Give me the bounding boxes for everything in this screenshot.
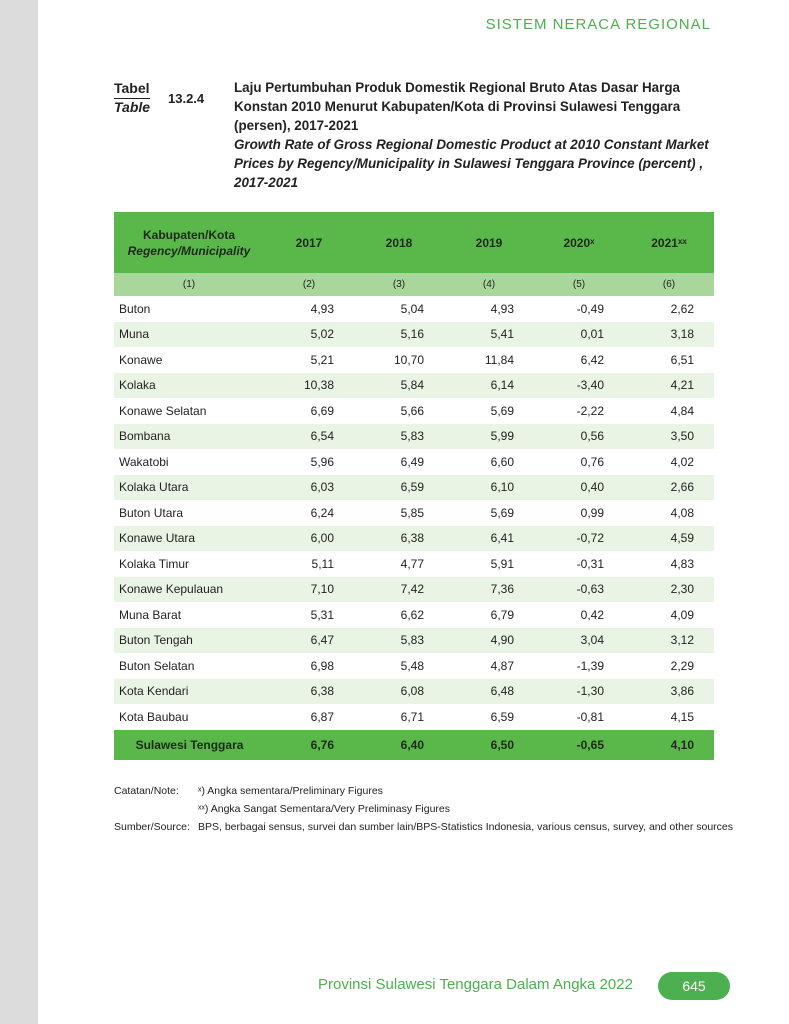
row-value: 5,02	[310, 327, 334, 342]
row-value: 4,59	[670, 531, 694, 546]
row-value: 5,11	[311, 556, 334, 571]
row-region-name: Wakatobi	[119, 454, 169, 469]
table-label	[114, 80, 150, 115]
row-region-name: Muna Barat	[119, 607, 182, 622]
row-value: 4,93	[490, 301, 514, 316]
row-value: 4,87	[490, 658, 514, 673]
row-value: 6,62	[400, 607, 424, 622]
row-value: 5,31	[310, 607, 334, 622]
row-value: 5,04	[400, 301, 424, 316]
document-page	[38, 0, 789, 1024]
column-index: (5)	[572, 279, 586, 290]
row-value: 4,84	[670, 403, 694, 418]
table-title	[234, 78, 714, 192]
row-region-name: Buton	[119, 301, 151, 316]
table-row	[114, 424, 714, 450]
table-row	[114, 296, 714, 322]
row-value: 4,77	[400, 556, 424, 571]
row-region-name: Bombana	[119, 429, 171, 444]
table-number: 13.2.4	[168, 91, 205, 106]
table-title-en: Growth Rate of Gross Regional Domestic Product at 2010 Constant Market Prices by Regency/Municipality in Sulawesi Tenggara Province (percent) , 2017-2021	[234, 137, 709, 190]
column-index: (3)	[392, 279, 406, 290]
row-value: 5,48	[400, 658, 424, 673]
row-value: 6,47	[310, 633, 334, 648]
row-value: 0,76	[580, 454, 604, 469]
row-region-name: Buton Tengah	[119, 633, 193, 648]
row-region-name: Kota Baubau	[119, 709, 189, 724]
row-value: -0,63	[576, 582, 604, 597]
table-row	[114, 577, 714, 603]
table-row	[114, 500, 714, 526]
row-value: -0,81	[576, 709, 604, 724]
row-value: 6,60	[490, 454, 514, 469]
row-value: 6,00	[310, 531, 334, 546]
row-value: 10,38	[303, 378, 334, 393]
row-value: 7,42	[400, 582, 424, 597]
row-value: 10,70	[393, 352, 424, 367]
row-value: -3,40	[576, 378, 604, 393]
table-row	[114, 653, 714, 679]
row-value: 3,50	[670, 429, 694, 444]
row-value: 5,16	[400, 327, 424, 342]
source-text: BPS, berbagai sensus, survei dan sumber lain/BPS-Statistics Indonesia, various census, survey, and other sources	[198, 821, 733, 833]
row-region-name: Muna	[119, 327, 150, 342]
source-label: Sumber/Source:	[114, 821, 190, 833]
row-value: 3,04	[580, 633, 604, 648]
column-index: (2)	[302, 279, 316, 290]
page-number: 645	[658, 972, 730, 1000]
row-region-name: Konawe Kepulauan	[119, 582, 224, 597]
row-value: 6,98	[310, 658, 334, 673]
row-value: 5,69	[490, 403, 514, 418]
note-preliminary: ˣ) Angka sementara/Preliminary Figures	[198, 785, 383, 797]
total-value: 6,40	[400, 737, 424, 752]
row-value: 5,84	[400, 378, 424, 393]
row-value: 7,10	[310, 582, 334, 597]
total-value: -0,65	[576, 737, 604, 752]
row-value: 6,14	[490, 378, 514, 393]
row-value: 4,08	[670, 505, 694, 520]
row-region-name: Kolaka Utara	[119, 480, 189, 495]
table-label-id: Tabel	[114, 80, 150, 96]
header-region	[114, 212, 264, 273]
total-value: 6,76	[310, 737, 334, 752]
row-value: 7,36	[490, 582, 514, 597]
row-value: 6,59	[400, 480, 424, 495]
column-index: (6)	[662, 279, 676, 290]
note-very-preliminary: ˣˣ) Angka Sangat Sementara/Very Preliminasy Figures	[198, 803, 451, 815]
table-title-id: Laju Pertumbuhan Produk Domestik Regional Bruto Atas Dasar Harga Konstan 2010 Menurut Kabupaten/Kota di Provinsi Sulawesi Tenggara (persen), 2017-2021	[234, 80, 681, 133]
header-region-en: Regency/Municipality	[127, 243, 251, 258]
row-region-name: Kolaka	[119, 378, 156, 393]
row-value: 2,62	[670, 301, 694, 316]
row-value: 0,56	[580, 429, 604, 444]
row-value: 2,66	[670, 480, 694, 495]
table-row	[114, 347, 714, 373]
row-value: 0,42	[580, 607, 604, 622]
table-row	[114, 398, 714, 424]
row-value: 6,71	[400, 709, 424, 724]
row-value: 6,79	[490, 607, 514, 622]
row-value: 5,83	[400, 633, 424, 648]
table-label-en: Table	[114, 99, 151, 115]
row-value: 4,02	[670, 454, 694, 469]
table-body	[114, 296, 714, 730]
row-value: 4,90	[490, 633, 514, 648]
row-region-name: Buton Selatan	[119, 658, 195, 673]
table-notes	[114, 782, 733, 836]
row-value: 3,18	[670, 327, 694, 342]
row-value: 6,03	[310, 480, 334, 495]
row-value: 6,10	[490, 480, 514, 495]
row-value: 6,38	[310, 684, 334, 699]
table-row	[114, 628, 714, 654]
row-value: 0,40	[580, 480, 604, 495]
row-value: 5,91	[490, 556, 514, 571]
total-value: 6,50	[490, 737, 514, 752]
row-value: 5,69	[490, 505, 514, 520]
row-value: 6,87	[310, 709, 334, 724]
table-row	[114, 322, 714, 348]
row-value: 4,15	[670, 709, 694, 724]
row-value: 4,93	[310, 301, 334, 316]
row-value: 3,86	[670, 684, 694, 699]
table-row	[114, 373, 714, 399]
row-value: 6,48	[490, 684, 514, 699]
row-value: -1,39	[576, 658, 604, 673]
total-name: Sulawesi Tenggara	[135, 737, 244, 752]
row-value: 6,41	[490, 531, 514, 546]
column-index: (4)	[482, 279, 496, 290]
row-value: 5,83	[400, 429, 424, 444]
row-value: 4,21	[670, 378, 694, 393]
table-row	[114, 704, 714, 730]
row-region-name: Konawe Selatan	[119, 403, 207, 418]
row-region-name: Konawe Utara	[119, 531, 196, 546]
row-value: 5,66	[400, 403, 424, 418]
row-value: 2,30	[670, 582, 694, 597]
header-year: 2017	[295, 235, 323, 250]
row-value: 0,01	[580, 327, 604, 342]
note-label: Catatan/Note:	[114, 785, 179, 797]
table-header-row	[114, 212, 714, 273]
row-value: 6,54	[310, 429, 334, 444]
data-table	[114, 212, 714, 760]
header-year: 2018	[385, 235, 413, 250]
header-year: 2019	[475, 235, 503, 250]
table-index-row	[114, 273, 714, 296]
row-value: -0,49	[576, 301, 604, 316]
table-row	[114, 526, 714, 552]
table-row	[114, 602, 714, 628]
row-value: 0,99	[580, 505, 604, 520]
row-value: -0,72	[576, 531, 604, 546]
header-region-id: Kabupaten/Kota	[142, 227, 235, 242]
row-region-name: Konawe	[119, 352, 163, 367]
header-year: 2021ˣˣ	[651, 235, 687, 250]
row-value: 6,24	[310, 505, 334, 520]
running-head: SISTEM NERACA REGIONAL	[485, 16, 711, 33]
footer-publication-title: Provinsi Sulawesi Tenggara Dalam Angka 2022	[318, 976, 633, 993]
row-value: 11,84	[484, 352, 514, 367]
row-value: 4,09	[670, 607, 694, 622]
table-row	[114, 475, 714, 501]
total-row	[114, 730, 714, 760]
column-index: (1)	[182, 279, 196, 290]
row-value: 5,99	[490, 429, 514, 444]
row-value: 4,83	[670, 556, 694, 571]
row-value: 6,38	[400, 531, 424, 546]
row-value: 6,59	[490, 709, 514, 724]
table-row	[114, 449, 714, 475]
row-region-name: Kota Kendari	[119, 684, 189, 699]
row-value: 6,08	[400, 684, 424, 699]
row-value: 5,96	[310, 454, 334, 469]
row-value: 6,49	[400, 454, 424, 469]
row-region-name: Buton Utara	[119, 505, 184, 520]
row-value: 6,42	[580, 352, 604, 367]
table-row	[114, 551, 714, 577]
row-value: 5,85	[400, 505, 424, 520]
total-value: 4,10	[670, 737, 694, 752]
row-value: 5,21	[310, 352, 334, 367]
table-row	[114, 679, 714, 705]
row-value: 5,41	[490, 327, 514, 342]
row-value: 6,69	[310, 403, 334, 418]
row-value: -0,31	[576, 556, 604, 571]
row-region-name: Kolaka Timur	[119, 556, 190, 571]
row-value: -1,30	[576, 684, 604, 699]
header-year: 2020ˣ	[563, 235, 595, 250]
row-value: 6,51	[670, 352, 694, 367]
row-value: 2,29	[670, 658, 694, 673]
row-value: 3,12	[670, 633, 694, 648]
row-value: -2,22	[576, 403, 604, 418]
